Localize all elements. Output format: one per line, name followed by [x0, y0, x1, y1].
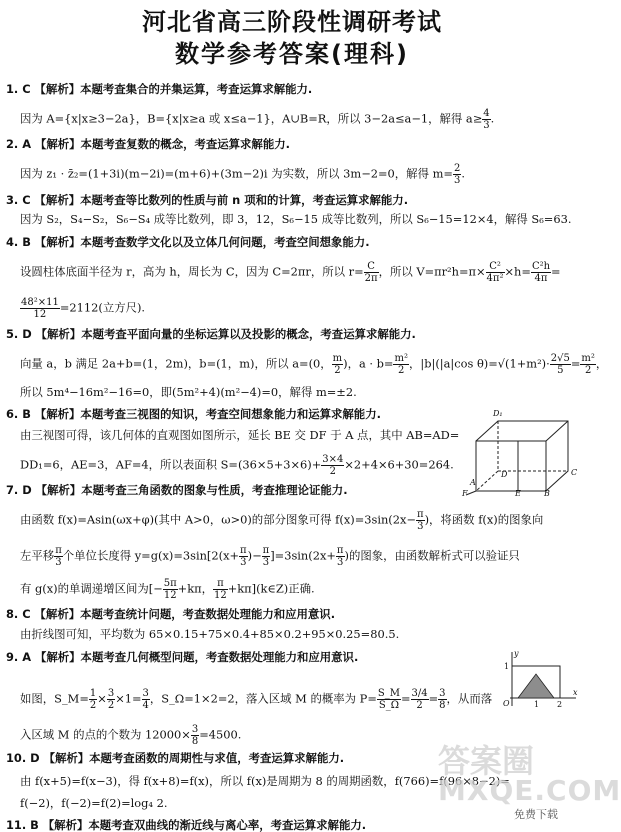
probability-region-figure	[500, 648, 580, 710]
axis-label: y	[514, 649, 519, 658]
watermark-site: MXQE.COM	[438, 774, 621, 807]
q6-line2: DD₁=6，AE=3，AF=4，所以表面积 S=(36×5+3×6)+ $\frac{3\times 4}{2}$ ×2+4×6+30=264.	[20, 454, 454, 477]
q9-line1: 如图，S_M= $\frac{1}{2}$ × $\frac{3}{2}$ ×1= $\frac{3}{4}$ ，S_Ω=1×2=2，落入区域 M 的概率为 P= $\frac{S\_M}{S\_\Omega}$ = $\frac{3/4}{2}$ = $\frac{3}{8}$ ，从而落	[20, 688, 493, 711]
q4-heading: 4. B 【解析】本题考查数学文化以及立体几何问题，考查空间想象能力.	[6, 235, 370, 249]
page-title: 河北省高三阶段性调研考试	[142, 8, 442, 36]
vertex-label: E	[515, 489, 521, 498]
q1-heading: 1. C 【解析】本题考查集合的并集运算，考查运算求解能力.	[6, 82, 313, 96]
q10-heading: 10. D 【解析】本题考查函数的周期性与求值，考查运算求解能力.	[6, 751, 345, 765]
axis-label: 1	[534, 700, 540, 709]
vertex-label: B	[544, 489, 550, 498]
q7-line3: 有 g(x)的单调递增区间为[− $\frac{5\pi}{12}$ +kπ， $\frac{\pi}{12}$ +kπ](k∈Z)正确.	[20, 578, 315, 601]
vertex-label: C	[571, 468, 578, 477]
axis-label: 1	[504, 662, 510, 671]
axis-label: x	[573, 688, 578, 697]
q1-line1: 因为 A={x|x≥3−2a}，B={x|x≥a 或 x≤a−1}，A∪B=R，所以 3−2a≤a−1，解得 a≥ $\frac{4}{3}$ .	[20, 108, 495, 131]
q8-line1: 由折线图可知，平均数为 65×0.15+75×0.4+85×0.2+95×0.25=80.5.	[20, 627, 400, 641]
q7-heading: 7. D 【解析】本题考查三角函数的图象与性质，考查推理论证能力.	[6, 483, 348, 497]
vertex-label: A	[470, 478, 476, 487]
q4-line2: $\frac{\text{48²×11}}{12}$ =2112(立方尺).	[21, 297, 146, 320]
vertex-label: D	[501, 470, 508, 479]
fraction: $\frac{2}{3}$	[453, 163, 461, 186]
watermark-caption: 免费下载	[514, 808, 558, 821]
q7-line1: 由函数 f(x)=Asin(ωx+φ)(其中 A>0，ω>0)的部分图象可得 f(x)=3sin(2x− $\frac{\pi}{3}$ )，将函数 f(x)的图象向	[20, 509, 544, 532]
q10-line2: f(−2)，f(−2)=f(2)=log₄ 2.	[20, 796, 168, 810]
q7-line2: 左平移 $\frac{\pi}{3}$ 个单位长度得 y=g(x)=3sin[2(x+ $\frac{\pi}{3}$ )− $\frac{\pi}{3}$ ]=3sin(2x+ $\frac{\pi}{3}$ )的图象，由函数解析式可以验证只	[20, 545, 520, 568]
page-subtitle: 数学参考答案(理科)	[175, 40, 409, 68]
q11-heading: 11. B 【解析】本题考查双曲线的渐近线与离心率，考查运算求解能力.	[6, 818, 367, 832]
axis-label: O	[503, 699, 510, 708]
q2-line1: 因为 z₁ · z̄₂=(1+3i)(m−2i)=(m+6)+(3m−2)i 为实数，所以 3m−2=0，解得 m= $\frac{2}{3}$ .	[20, 163, 465, 186]
q5-line1: 向量 a，b 满足 2a+b=(1，2m)，b=(1，m)，所以 a=(0， $\frac{m}{2}$ )，a · b= $\frac{\text{m²}}{2}$ ，|b|(|a|cos θ)=√(1+m²)· $\frac{2√5}{5}$ = $\frac{\text{m²}}{2}$ ，	[20, 353, 608, 376]
q8-heading: 8. C 【解析】本题考查统计问题，考查数据处理能力和应用意识.	[6, 607, 336, 621]
q5-heading: 5. D 【解析】本题考查平面向量的坐标运算以及投影的概念，考查运算求解能力.	[6, 327, 416, 341]
q9-heading: 9. A 【解析】本题考查几何概型问题，考查数据处理能力和应用意识.	[6, 650, 359, 664]
axis-label: 2	[557, 700, 563, 709]
q5-line2: 所以 5m⁴−16m²−16=0，即(5m²+4)(m²−4)=0，解得 m=±2.	[20, 385, 357, 399]
q2-heading: 2. A 【解析】本题考查复数的概念，考查运算求解能力.	[6, 137, 290, 151]
vertex-label: F	[462, 489, 468, 498]
q9-line2: 入区域 M 的点的个数为 12000× $\frac{3}{8}$ =4500.	[20, 724, 242, 747]
q10-line1: 由 f(x+5)=f(x−3)，得 f(x+8)=f(x)，所以 f(x)是周期为 8 的周期函数，f(766)=f(96×8−2)=	[20, 774, 510, 788]
q6-line1: 由三视图可得，该几何体的直观图如图所示，延长 BE 交 DF 于 A 点，其中 AB=AD=	[20, 428, 460, 442]
q3-heading: 3. C 【解析】本题考查等比数列的性质与前 n 项和的计算，考查运算求解能力.	[6, 193, 409, 207]
watermark-logo: 答案圈	[438, 742, 535, 780]
vertex-label: D₁	[493, 409, 503, 418]
fraction: $\frac{4}{3}$	[483, 108, 490, 131]
q6-heading: 6. B 【解析】本题考查三视图的知识，考查空间想象能力和运算求解能力.	[6, 407, 381, 421]
solid-figure	[462, 405, 580, 497]
q3-line1: 因为 S₂，S₄−S₂，S₆−S₄ 成等比数列，即 3，12，S₆−15 成等比数列，所以 S₆−15=12×4，解得 S₆=63.	[20, 212, 572, 226]
q4-line1: 设圆柱体底面半径为 r，高为 h，周长为 C，因为 C=2πr，所以 r= $\frac{C}{2\pi}$ ，所以 V=πr²h=π× $\frac{\text{C²}}{\text{4π²}}$ ×h= $\frac{\text{C²h}}{4\pi}$ =	[20, 261, 561, 284]
